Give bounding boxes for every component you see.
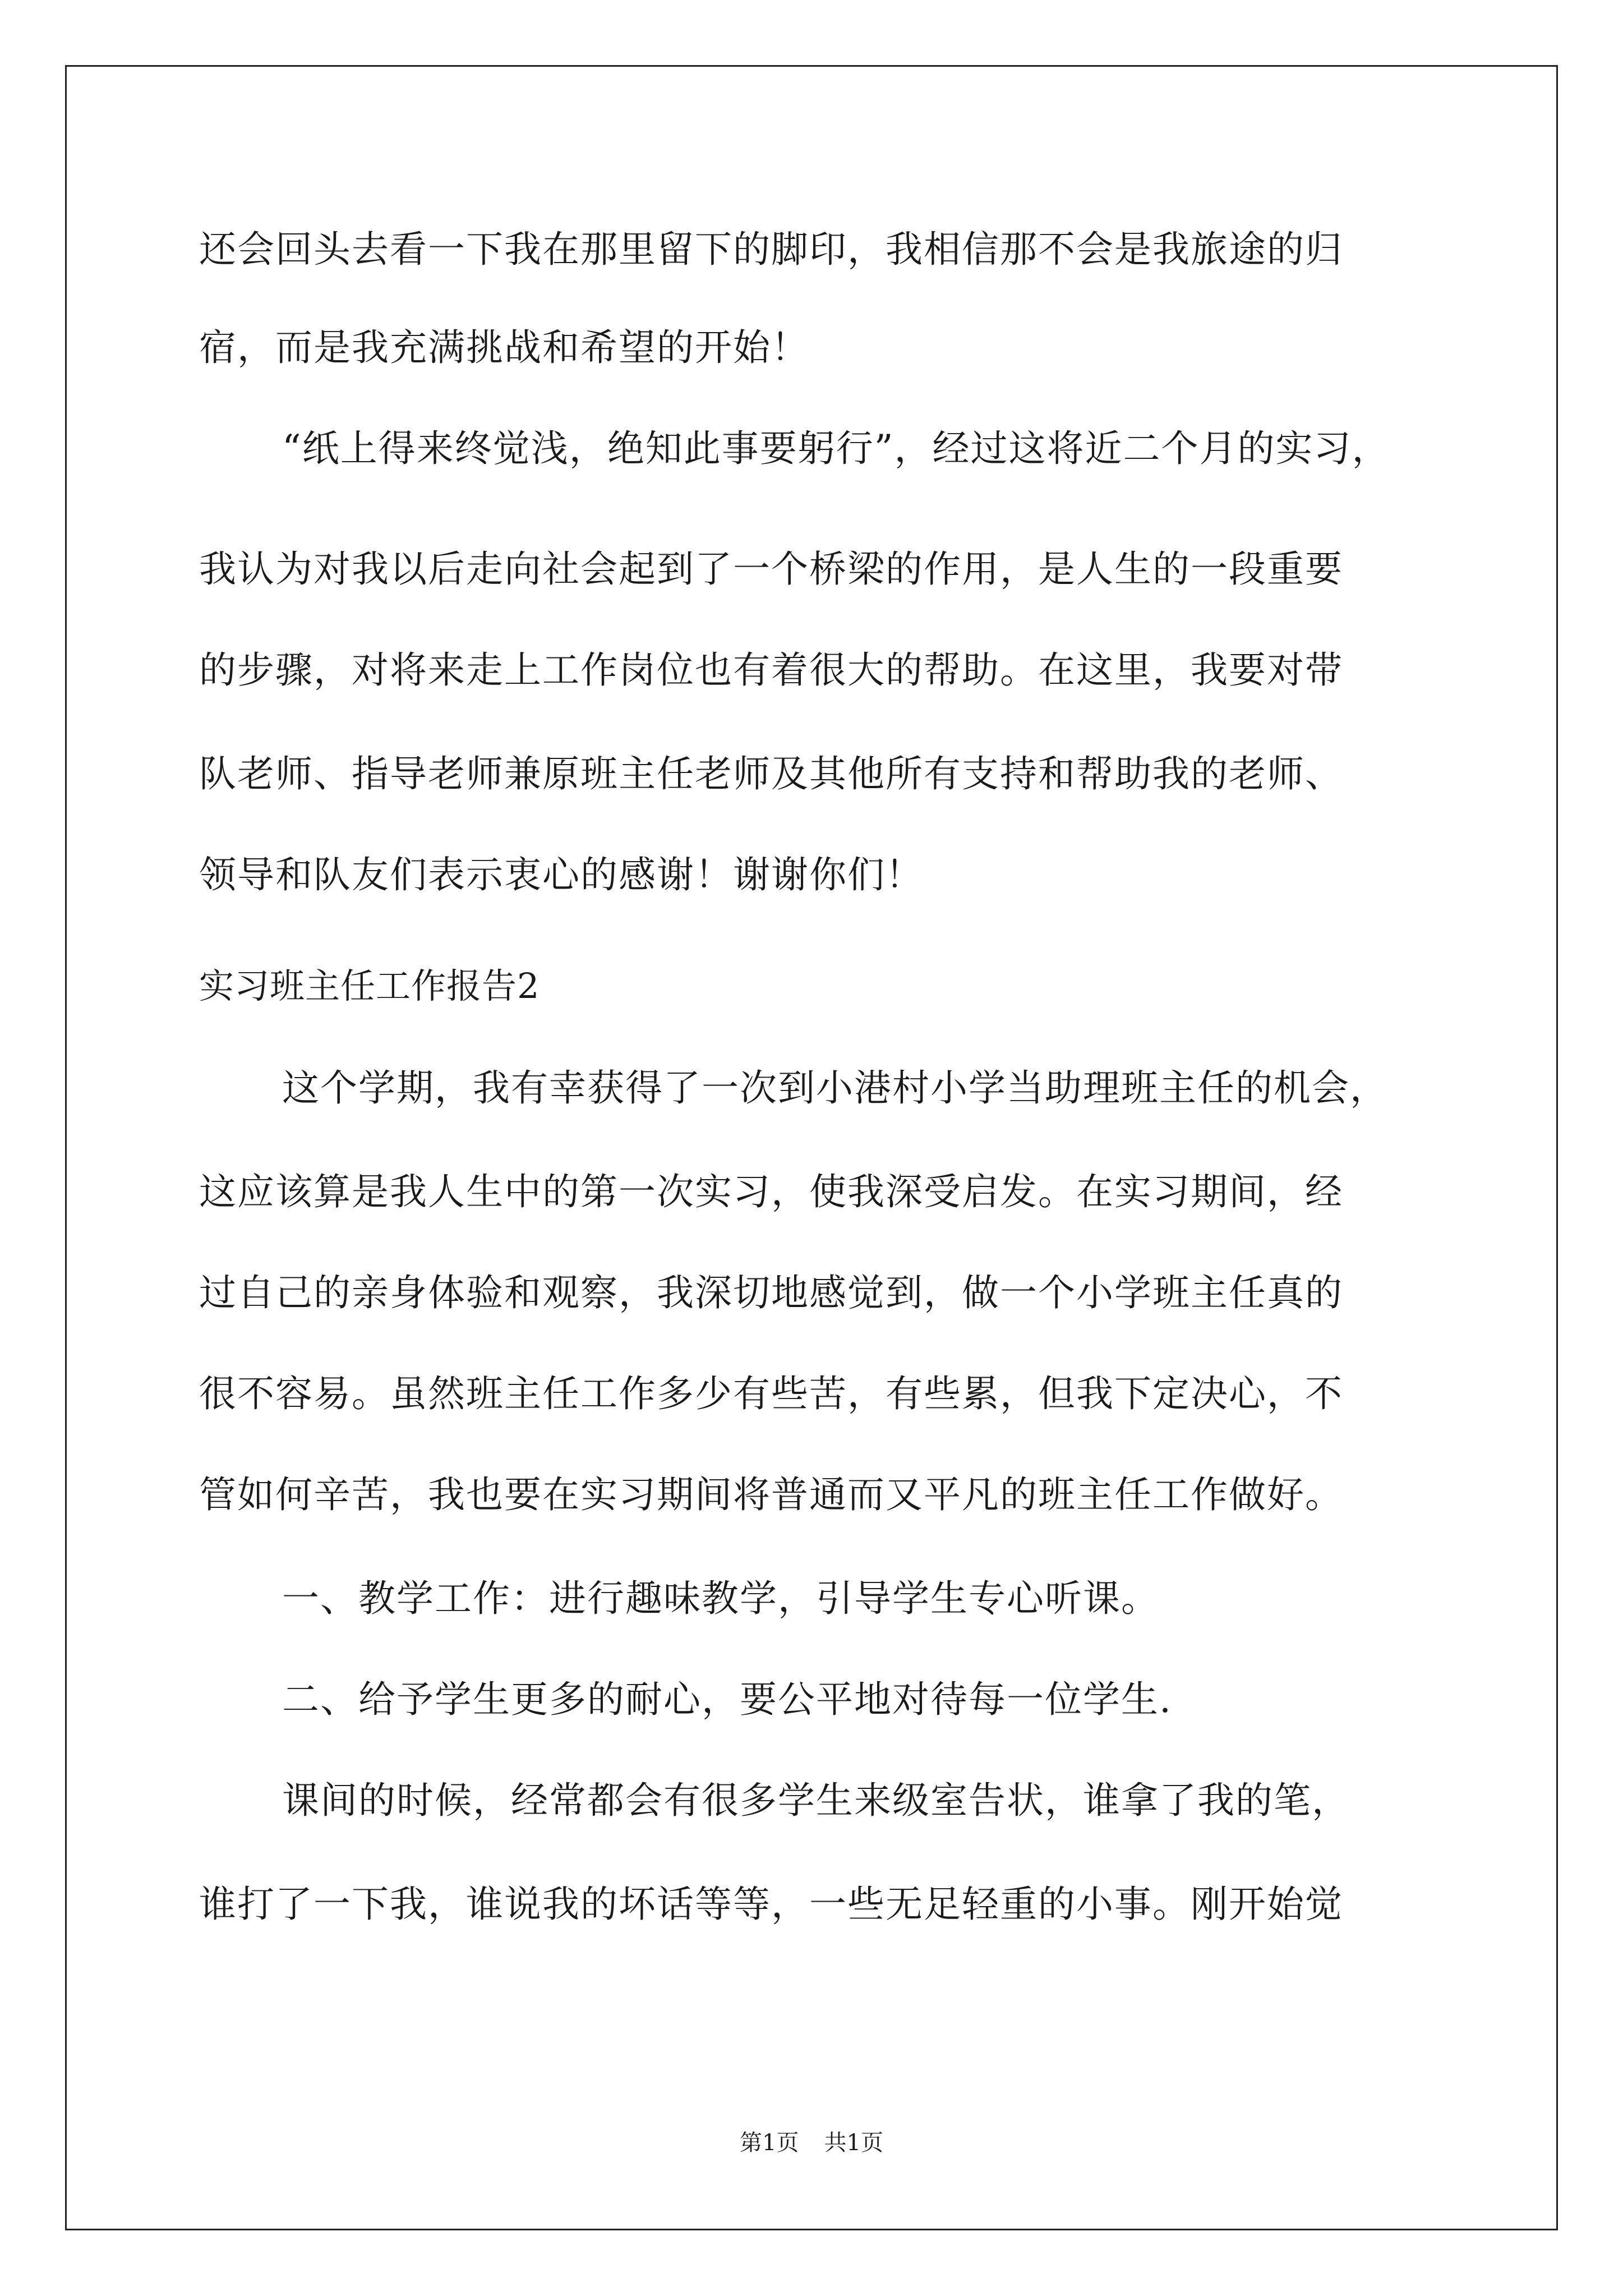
text-line: 宿，而是我充满挑战和希望的开始！ [199,326,809,369]
text-line: 很不容易。虽然班主任工作多少有些苦，有些累，但我下定决心，不 [199,1372,1343,1415]
text-line: 队老师、指导老师兼原班主任老师及其他所有支持和帮助我的老师、 [199,752,1343,795]
page-footer [0,2129,1623,2157]
text-line: 这个学期，我有幸获得了一次到小港村小学当助理班主任的机会， [282,1066,1388,1110]
page-total: 共1页 [824,2130,883,2156]
section-heading: 实习班主任工作报告2 [199,965,540,1006]
page-number: 第1页 [740,2130,799,2156]
text-line: 课间的时候，经常都会有很多学生来级室告状，谁拿了我的笔， [282,1779,1350,1822]
text-line: 二、给予学生更多的耐心，要公平地对待每一位学生. [282,1678,1172,1721]
text-line: 谁打了一下我，谁说我的坏话等等，一些无足轻重的小事。刚开始觉 [199,1883,1343,1926]
text-line: 还会回头去看一下我在那里留下的脚印，我相信那不会是我旅途的归 [199,228,1343,271]
text-line: 这应该算是我人生中的第一次实习，使我深受启发。在实习期间，经 [199,1170,1343,1213]
text-line: 的步骤，对将来走上工作岗位也有着很大的帮助。在这里，我要对带 [199,648,1343,692]
text-line: 领导和队友们表示衷心的感谢！谢谢你们！ [199,853,924,896]
text-line: 过自己的亲身体验和观察，我深切地感觉到，做一个小学班主任真的 [199,1271,1343,1314]
text-line: “纸上得来终觉浅，绝知此事要躬行”，经过这将近二个月的实习， [282,427,1390,470]
text-line: 管如何辛苦，我也要在实习期间将普通而又平凡的班主任工作做好。 [199,1473,1343,1516]
text-line: 我认为对我以后走向社会起到了一个桥梁的作用，是人生的一段重要 [199,547,1343,591]
text-line: 一、教学工作：进行趣味教学，引导学生专心听课。 [282,1577,1159,1620]
